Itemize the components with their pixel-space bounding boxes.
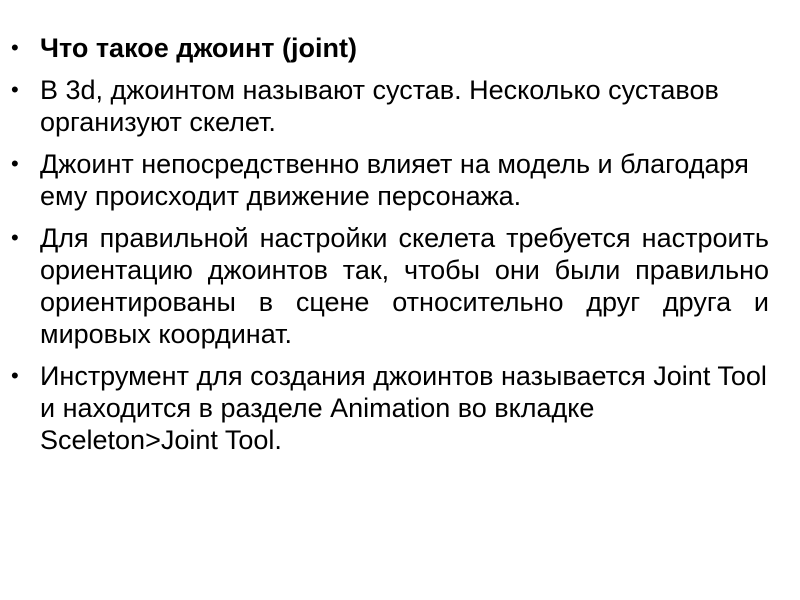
bullet-item-tool [0, 360, 800, 456]
bullet-item-definition [0, 74, 800, 138]
bullet-dot-icon: • [11, 77, 19, 102]
bullet-dot-icon: • [11, 225, 19, 250]
bullet-dot-icon: • [11, 363, 19, 388]
bullet-text: Инструмент для создания джоинтов называется Joint Tool и находится в разделе Animation во вкладке Sceleton>Joint Tool. [40, 361, 767, 455]
bullet-list [0, 32, 800, 466]
bullet-dot-icon: • [11, 35, 19, 60]
bullet-text: Для правильной настройки скелета требуется настроить ориентацию джоинтов так, чтобы они были правильно ориентированы в сцене относительно друг друга и мировых координат. [40, 223, 769, 349]
bullet-text: Джоинт непосредственно влияет на модель и благодаря ему происходит движение персонажа. [40, 149, 749, 211]
bullet-item-influence [0, 148, 800, 212]
bullet-item-title [0, 32, 800, 64]
bullet-item-orientation [0, 222, 800, 350]
bullet-text: Что такое джоинт (joint) [40, 33, 357, 63]
bullet-dot-icon: • [11, 151, 19, 176]
bullet-text: В 3d, джоинтом называют сустав. Несколько суставов организуют скелет. [40, 75, 719, 137]
